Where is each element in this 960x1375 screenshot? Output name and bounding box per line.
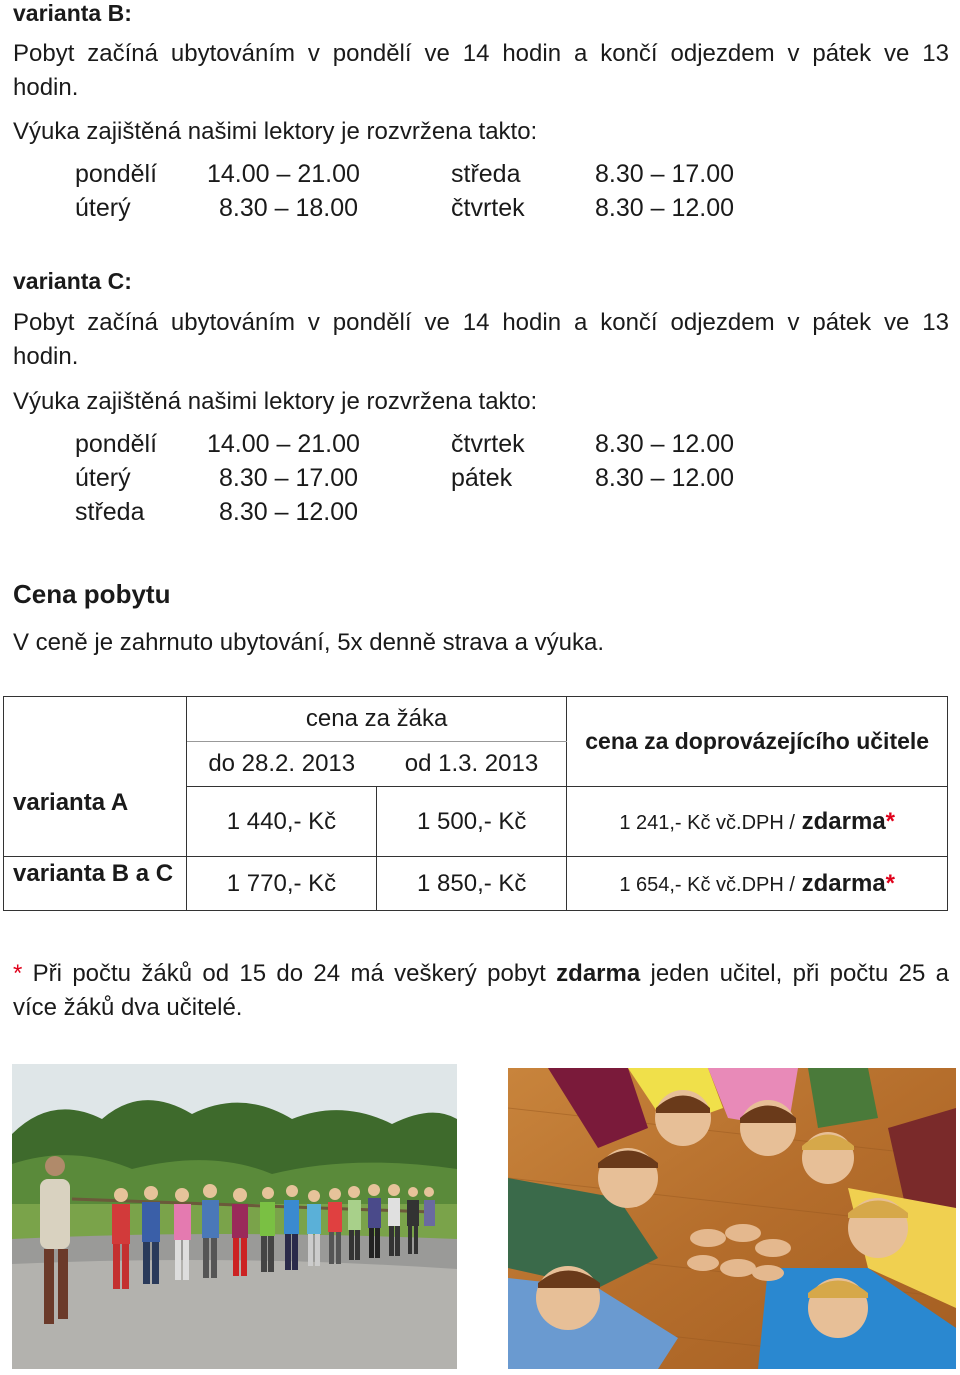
teacher-price-cell <box>567 787 948 857</box>
variant-c-lead: Výuka zajištěná našimi lektory je rozvržena takto: <box>13 388 538 415</box>
table-row <box>4 857 948 911</box>
schedule-time: 14.00 – 21.00 <box>207 430 360 458</box>
footnote-line1 <box>13 957 949 991</box>
price-heading: Cena pobytu <box>13 579 171 609</box>
schedule-time: 8.30 – 17.00 <box>219 464 359 492</box>
variant-b-lead: Výuka zajištěná našimi lektory je rozvržena takto: <box>13 118 538 145</box>
variant-c-intro-line1: Pobyt začíná ubytováním v pondělí ve 14 hodin a končí odjezdem v pátek ve 13 <box>13 309 949 336</box>
date-after-header: od 1.3. 2013 <box>377 742 567 787</box>
schedule-time: 8.30 – 12.00 <box>219 498 359 526</box>
footnote-asterisk: * <box>13 960 23 987</box>
price-before: 1 440,- Kč <box>186 787 376 857</box>
schedule-day: úterý <box>75 464 131 492</box>
schedule-time: 8.30 – 12.00 <box>595 464 735 492</box>
asterisk: * <box>885 869 896 897</box>
footnote-text: Při počtu žáků od 15 do 24 má veškerý pobyt <box>22 960 557 987</box>
row-label: varianta A <box>4 787 187 857</box>
schedule-time: 8.30 – 17.00 <box>595 160 735 188</box>
student-price-header: cena za žáka <box>186 697 567 742</box>
footnote-text: jeden učitel, při počtu 25 a <box>640 960 950 987</box>
teacher-free: zdarma <box>801 807 886 835</box>
row-label: varianta B a C <box>4 857 187 911</box>
teacher-price-cell <box>567 857 948 911</box>
schedule-day: čtvrtek <box>451 430 525 458</box>
variant-b-heading: varianta B: <box>13 0 132 26</box>
schedule-time: 14.00 – 21.00 <box>207 160 360 188</box>
asterisk: * <box>885 807 896 835</box>
price-table <box>3 696 948 911</box>
price-included-text: V ceně je zahrnuto ubytování, 5x denně strava a výuka. <box>13 629 605 656</box>
teacher-price: 1 654,- Kč vč.DPH / <box>619 873 795 896</box>
schedule-day: středa <box>75 498 145 526</box>
schedule-time: 8.30 – 12.00 <box>595 194 735 222</box>
schedule-time: 8.30 – 18.00 <box>219 194 359 222</box>
schedule-day: čtvrtek <box>451 194 525 222</box>
schedule-day: středa <box>451 160 521 188</box>
footnote-line2: více žáků dva učitelé. <box>13 994 243 1021</box>
schedule-day: pondělí <box>75 160 158 188</box>
table-corner-cell <box>4 697 187 787</box>
variant-b-intro-line1: Pobyt začíná ubytováním v pondělí ve 14 hodin a končí odjezdem v pátek ve 13 <box>13 40 949 67</box>
schedule-day: pondělí <box>75 430 158 458</box>
teacher-price: 1 241,- Kč vč.DPH / <box>619 811 795 834</box>
footnote-bold: zdarma <box>556 960 641 987</box>
table-row <box>4 787 948 857</box>
variant-b-intro-line2: hodin. <box>13 74 79 101</box>
children-circle-photo <box>508 1068 956 1369</box>
variant-c-intro-line2: hodin. <box>13 343 79 370</box>
price-after: 1 850,- Kč <box>377 857 567 911</box>
schedule-day: pátek <box>451 464 513 492</box>
outdoor-rope-photo <box>12 1064 457 1369</box>
price-after: 1 500,- Kč <box>377 787 567 857</box>
schedule-day: úterý <box>75 194 131 222</box>
teacher-free: zdarma <box>801 869 886 897</box>
schedule-time: 8.30 – 12.00 <box>595 430 735 458</box>
variant-c-heading: varianta C: <box>13 268 132 294</box>
teacher-price-header: cena za doprovázejícího učitele <box>567 697 948 787</box>
date-before-header: do 28.2. 2013 <box>186 742 376 787</box>
price-before: 1 770,- Kč <box>186 857 376 911</box>
